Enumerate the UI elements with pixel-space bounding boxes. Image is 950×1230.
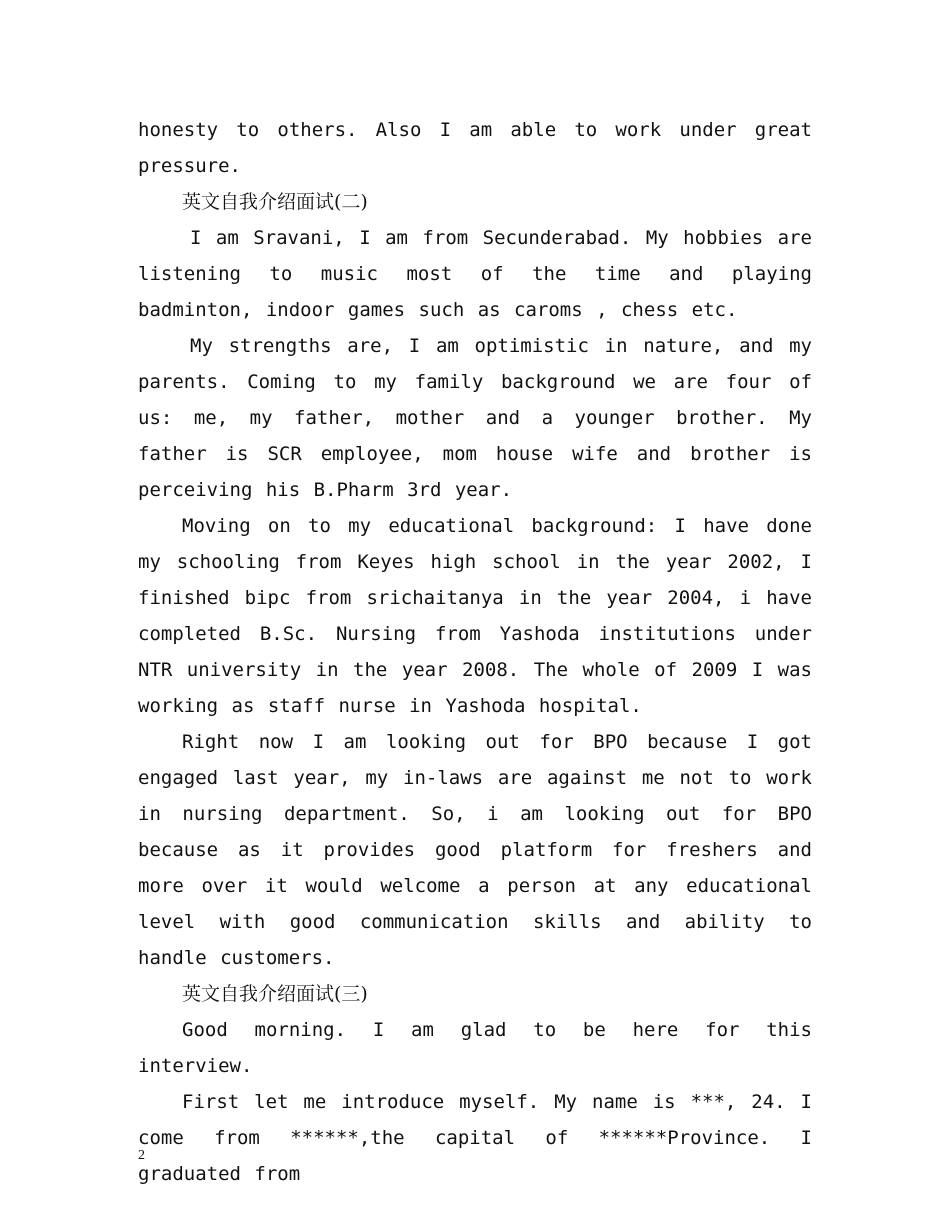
paragraph-greeting: Good morning. I am glad to be here for this interview.: [138, 1019, 812, 1077]
paragraph-honesty: honesty to others. Also I am able to work under great pressure.: [138, 119, 812, 177]
paragraph-education: Moving on to my educational background: I have done my schooling from Keyes high school in the year 2002, I finished bipc from srichaitanya in the year 2004, i have completed B.Sc. Nursing from Yashoda institutions under NTR university in the year 2008. The whole of 2009 I was working as staff nurse in Yashoda hospital.: [138, 515, 812, 717]
section-heading-2: 英文自我介绍面试(二): [182, 191, 368, 213]
paragraph-intro-sravani: I am Sravani, I am from Secunderabad. My hobbies are listening to music most of the time and playing badminton, indoor games such as caroms , chess etc.: [138, 227, 812, 321]
paragraph-bpo: Right now I am looking out for BPO because I got engaged last year, my in-laws are against me not to work in nursing department. So, i am looking out for BPO because as it provides good platform for freshers and more over it would welcome a person at any educational level with good communication skills and ability to handle customers.: [138, 731, 812, 969]
document-body: [138, 112, 812, 1192]
paragraph-self-intro: First let me introduce myself. My name is ***, 24. I come from ******,the capital of ******Province. I graduated from: [138, 1091, 812, 1185]
paragraph-strengths: My strengths are, I am optimistic in nature, and my parents. Coming to my family background we are four of us: me, my father, mother and a younger brother. My father is SCR employee, mom house wife and brother is perceiving his B.Pharm 3rd year.: [138, 335, 812, 501]
section-heading-3: 英文自我介绍面试(三): [182, 983, 368, 1005]
page-number: 2: [138, 1148, 145, 1163]
